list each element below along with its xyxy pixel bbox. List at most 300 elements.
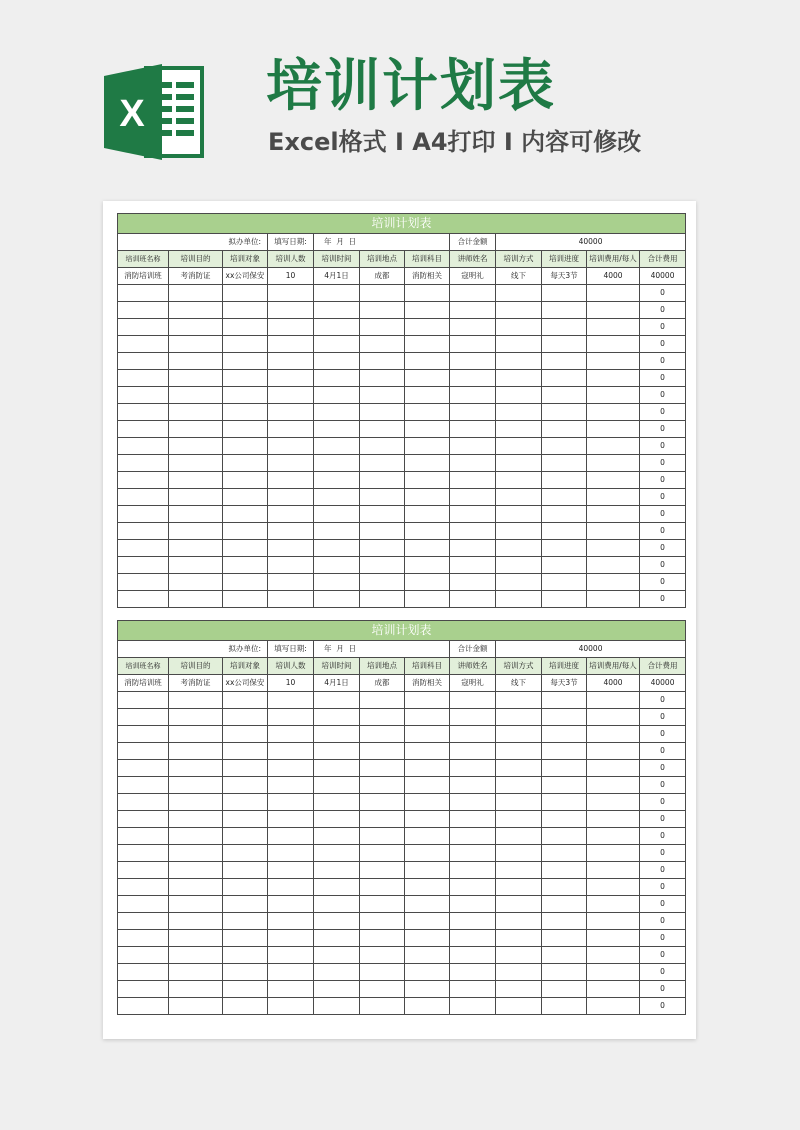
table-cell[interactable]	[496, 353, 542, 370]
table-cell[interactable]	[360, 489, 405, 506]
table-cell[interactable]	[118, 794, 169, 811]
table-cell[interactable]	[118, 319, 169, 336]
table-cell[interactable]	[360, 743, 405, 760]
table-cell[interactable]: 0	[640, 760, 686, 777]
table-cell[interactable]	[587, 438, 640, 455]
table-cell[interactable]	[118, 981, 169, 998]
table-cell[interactable]	[496, 896, 542, 913]
table-cell[interactable]	[542, 455, 587, 472]
table-cell[interactable]	[314, 472, 360, 489]
table-cell[interactable]	[542, 387, 587, 404]
table-cell[interactable]	[223, 692, 268, 709]
table-cell[interactable]	[169, 930, 223, 947]
table-cell[interactable]	[450, 794, 496, 811]
table-cell[interactable]	[542, 879, 587, 896]
table-cell[interactable]	[450, 421, 496, 438]
table-cell[interactable]	[118, 353, 169, 370]
table-cell[interactable]	[405, 319, 450, 336]
table-cell[interactable]: 寇明礼	[450, 268, 496, 285]
table-cell[interactable]	[450, 319, 496, 336]
table-cell[interactable]	[223, 896, 268, 913]
table-cell[interactable]	[118, 506, 169, 523]
table-cell[interactable]	[360, 387, 405, 404]
table-cell[interactable]	[223, 472, 268, 489]
table-cell[interactable]	[496, 726, 542, 743]
table-cell[interactable]	[405, 947, 450, 964]
table-cell[interactable]	[268, 692, 314, 709]
table-cell[interactable]	[223, 387, 268, 404]
table-cell[interactable]	[542, 506, 587, 523]
table-cell[interactable]	[118, 404, 169, 421]
table-cell[interactable]	[360, 353, 405, 370]
table-cell[interactable]	[450, 285, 496, 302]
table-cell[interactable]	[405, 981, 450, 998]
table-cell[interactable]: 成都	[360, 268, 405, 285]
table-cell[interactable]	[450, 692, 496, 709]
table-cell[interactable]	[314, 913, 360, 930]
table-cell[interactable]	[587, 743, 640, 760]
table-cell[interactable]	[268, 726, 314, 743]
table-cell[interactable]	[450, 743, 496, 760]
table-cell[interactable]: 考消防证	[169, 268, 223, 285]
table-cell[interactable]	[223, 421, 268, 438]
table-cell[interactable]	[496, 302, 542, 319]
table-cell[interactable]	[496, 743, 542, 760]
table-cell[interactable]: 线下	[496, 268, 542, 285]
table-cell[interactable]: 0	[640, 523, 686, 540]
table-cell[interactable]	[405, 336, 450, 353]
table-cell[interactable]	[496, 692, 542, 709]
table-cell[interactable]	[223, 811, 268, 828]
table-cell[interactable]	[169, 777, 223, 794]
table-cell[interactable]	[314, 828, 360, 845]
table-cell[interactable]	[118, 998, 169, 1015]
table-cell[interactable]: 40000	[640, 675, 686, 692]
table-cell[interactable]	[542, 845, 587, 862]
table-cell[interactable]	[496, 438, 542, 455]
table-cell[interactable]	[450, 574, 496, 591]
table-cell[interactable]	[268, 319, 314, 336]
table-cell[interactable]: 每天3节	[542, 675, 587, 692]
table-cell[interactable]: 0	[640, 421, 686, 438]
table-cell[interactable]: 0	[640, 455, 686, 472]
table-cell[interactable]: 0	[640, 896, 686, 913]
table-cell[interactable]: 0	[640, 845, 686, 862]
table-cell[interactable]	[268, 523, 314, 540]
table-cell[interactable]	[118, 336, 169, 353]
table-cell[interactable]	[360, 947, 405, 964]
table-cell[interactable]	[405, 930, 450, 947]
table-cell[interactable]	[496, 709, 542, 726]
table-cell[interactable]	[360, 506, 405, 523]
table-cell[interactable]	[268, 964, 314, 981]
table-cell[interactable]: 0	[640, 591, 686, 608]
table-cell[interactable]	[496, 862, 542, 879]
table-cell[interactable]	[118, 523, 169, 540]
table-cell[interactable]	[169, 760, 223, 777]
table-cell[interactable]	[542, 930, 587, 947]
table-cell[interactable]	[405, 726, 450, 743]
table-cell[interactable]	[450, 540, 496, 557]
table-cell[interactable]	[268, 557, 314, 574]
table-cell[interactable]	[450, 896, 496, 913]
table-cell[interactable]	[496, 794, 542, 811]
table-cell[interactable]	[268, 353, 314, 370]
table-cell[interactable]	[450, 964, 496, 981]
table-cell[interactable]	[360, 760, 405, 777]
table-cell[interactable]	[223, 574, 268, 591]
table-cell[interactable]	[542, 777, 587, 794]
table-cell[interactable]	[118, 472, 169, 489]
table-cell[interactable]	[169, 557, 223, 574]
table-cell[interactable]	[223, 743, 268, 760]
table-cell[interactable]	[268, 591, 314, 608]
table-cell[interactable]	[118, 964, 169, 981]
table-cell[interactable]	[450, 845, 496, 862]
table-cell[interactable]	[118, 777, 169, 794]
table-cell[interactable]	[118, 285, 169, 302]
table-cell[interactable]	[496, 574, 542, 591]
table-cell[interactable]	[450, 591, 496, 608]
table-cell[interactable]	[268, 998, 314, 1015]
table-cell[interactable]	[496, 845, 542, 862]
table-cell[interactable]	[169, 336, 223, 353]
table-cell[interactable]	[360, 845, 405, 862]
table-cell[interactable]	[268, 387, 314, 404]
table-cell[interactable]	[314, 794, 360, 811]
table-cell[interactable]	[169, 964, 223, 981]
table-cell[interactable]	[405, 794, 450, 811]
table-cell[interactable]	[496, 557, 542, 574]
table-cell[interactable]	[542, 896, 587, 913]
table-cell[interactable]	[118, 455, 169, 472]
table-cell[interactable]	[496, 947, 542, 964]
table-cell[interactable]	[169, 913, 223, 930]
table-cell[interactable]: 0	[640, 913, 686, 930]
table-cell[interactable]	[169, 387, 223, 404]
table-cell[interactable]	[314, 506, 360, 523]
table-cell[interactable]	[542, 302, 587, 319]
table-cell[interactable]	[169, 709, 223, 726]
table-cell[interactable]	[587, 913, 640, 930]
table-cell[interactable]	[405, 811, 450, 828]
table-cell[interactable]	[450, 726, 496, 743]
table-cell[interactable]	[268, 981, 314, 998]
table-cell[interactable]	[223, 845, 268, 862]
table-cell[interactable]	[405, 506, 450, 523]
table-cell[interactable]	[496, 523, 542, 540]
table-cell[interactable]	[360, 523, 405, 540]
table-cell[interactable]	[223, 947, 268, 964]
table-cell[interactable]	[223, 760, 268, 777]
table-cell[interactable]	[587, 370, 640, 387]
table-cell[interactable]	[314, 557, 360, 574]
table-cell[interactable]: 0	[640, 387, 686, 404]
table-cell[interactable]	[314, 896, 360, 913]
table-cell[interactable]	[360, 557, 405, 574]
table-cell[interactable]	[360, 709, 405, 726]
table-cell[interactable]	[496, 421, 542, 438]
table-cell[interactable]	[268, 506, 314, 523]
table-cell[interactable]	[268, 913, 314, 930]
table-cell[interactable]	[169, 438, 223, 455]
table-cell[interactable]	[360, 879, 405, 896]
table-cell[interactable]	[118, 421, 169, 438]
table-cell[interactable]	[405, 489, 450, 506]
table-cell[interactable]	[118, 913, 169, 930]
table-cell[interactable]	[542, 370, 587, 387]
table-cell[interactable]	[587, 472, 640, 489]
table-cell[interactable]: 0	[640, 811, 686, 828]
table-cell[interactable]: 4000	[587, 675, 640, 692]
table-cell[interactable]	[587, 845, 640, 862]
table-cell[interactable]	[405, 896, 450, 913]
table-cell[interactable]	[223, 455, 268, 472]
table-cell[interactable]	[314, 591, 360, 608]
table-cell[interactable]: 0	[640, 370, 686, 387]
table-cell[interactable]	[450, 506, 496, 523]
table-cell[interactable]	[587, 387, 640, 404]
table-cell[interactable]	[268, 404, 314, 421]
table-cell[interactable]: 0	[640, 506, 686, 523]
table-cell[interactable]	[450, 370, 496, 387]
table-cell[interactable]	[587, 930, 640, 947]
table-cell[interactable]: 消防相关	[405, 268, 450, 285]
table-cell[interactable]	[496, 913, 542, 930]
table-cell[interactable]	[169, 794, 223, 811]
table-cell[interactable]	[587, 998, 640, 1015]
table-cell[interactable]	[314, 692, 360, 709]
table-cell[interactable]: 考消防证	[169, 675, 223, 692]
table-cell[interactable]	[542, 913, 587, 930]
table-cell[interactable]	[587, 896, 640, 913]
table-cell[interactable]	[118, 370, 169, 387]
table-cell[interactable]	[268, 879, 314, 896]
table-cell[interactable]	[405, 285, 450, 302]
table-cell[interactable]	[587, 421, 640, 438]
table-cell[interactable]	[268, 574, 314, 591]
table-cell[interactable]	[587, 794, 640, 811]
table-cell[interactable]	[405, 913, 450, 930]
table-cell[interactable]	[450, 828, 496, 845]
table-cell[interactable]	[268, 472, 314, 489]
table-cell[interactable]	[450, 947, 496, 964]
table-cell[interactable]	[268, 811, 314, 828]
table-cell[interactable]	[223, 930, 268, 947]
table-cell[interactable]: 0	[640, 692, 686, 709]
table-cell[interactable]	[223, 489, 268, 506]
table-cell[interactable]	[542, 421, 587, 438]
table-cell[interactable]	[268, 896, 314, 913]
table-cell[interactable]	[450, 862, 496, 879]
table-cell[interactable]	[542, 760, 587, 777]
table-cell[interactable]	[405, 540, 450, 557]
table-cell[interactable]	[268, 370, 314, 387]
table-cell[interactable]	[587, 557, 640, 574]
table-cell[interactable]: 0	[640, 794, 686, 811]
table-cell[interactable]	[223, 726, 268, 743]
table-cell[interactable]	[314, 964, 360, 981]
table-cell[interactable]	[587, 574, 640, 591]
table-cell[interactable]	[223, 370, 268, 387]
table-cell[interactable]	[405, 370, 450, 387]
table-cell[interactable]	[496, 879, 542, 896]
table-cell[interactable]	[542, 964, 587, 981]
table-cell[interactable]	[268, 947, 314, 964]
table-cell[interactable]	[587, 404, 640, 421]
table-cell[interactable]	[450, 523, 496, 540]
table-cell[interactable]	[587, 947, 640, 964]
table-cell[interactable]	[360, 811, 405, 828]
table-cell[interactable]	[587, 964, 640, 981]
table-cell[interactable]	[360, 896, 405, 913]
table-cell[interactable]	[268, 336, 314, 353]
table-cell[interactable]	[405, 591, 450, 608]
table-cell[interactable]	[587, 591, 640, 608]
table-cell[interactable]	[496, 811, 542, 828]
table-cell[interactable]	[450, 302, 496, 319]
table-cell[interactable]: 0	[640, 574, 686, 591]
table-cell[interactable]	[268, 930, 314, 947]
table-cell[interactable]	[496, 336, 542, 353]
table-cell[interactable]	[360, 455, 405, 472]
table-cell[interactable]	[405, 523, 450, 540]
table-cell[interactable]	[360, 285, 405, 302]
table-cell[interactable]	[542, 726, 587, 743]
table-cell[interactable]	[587, 319, 640, 336]
table-cell[interactable]	[118, 896, 169, 913]
table-cell[interactable]	[118, 930, 169, 947]
table-cell[interactable]	[118, 879, 169, 896]
table-cell[interactable]	[169, 421, 223, 438]
table-cell[interactable]	[587, 777, 640, 794]
table-cell[interactable]	[314, 981, 360, 998]
table-cell[interactable]: 0	[640, 302, 686, 319]
table-cell[interactable]	[169, 811, 223, 828]
table-cell[interactable]	[587, 353, 640, 370]
table-cell[interactable]	[169, 896, 223, 913]
table-cell[interactable]	[118, 387, 169, 404]
table-cell[interactable]	[360, 692, 405, 709]
table-cell[interactable]	[587, 981, 640, 998]
table-cell[interactable]: 0	[640, 336, 686, 353]
table-cell[interactable]	[118, 947, 169, 964]
table-cell[interactable]	[314, 743, 360, 760]
table-cell[interactable]	[314, 438, 360, 455]
table-cell[interactable]: 0	[640, 998, 686, 1015]
table-cell[interactable]: 0	[640, 557, 686, 574]
table-cell[interactable]: 成都	[360, 675, 405, 692]
table-cell[interactable]	[496, 777, 542, 794]
table-cell[interactable]	[587, 811, 640, 828]
table-cell[interactable]	[542, 591, 587, 608]
table-cell[interactable]	[314, 455, 360, 472]
table-cell[interactable]: 0	[640, 862, 686, 879]
table-cell[interactable]	[169, 404, 223, 421]
table-cell[interactable]	[542, 743, 587, 760]
table-cell[interactable]	[587, 828, 640, 845]
table-cell[interactable]	[314, 523, 360, 540]
table-cell[interactable]	[223, 879, 268, 896]
table-cell[interactable]	[542, 489, 587, 506]
table-cell[interactable]	[223, 794, 268, 811]
table-cell[interactable]	[542, 472, 587, 489]
table-cell[interactable]	[542, 811, 587, 828]
table-cell[interactable]	[360, 336, 405, 353]
table-cell[interactable]	[405, 845, 450, 862]
table-cell[interactable]: 0	[640, 489, 686, 506]
table-cell[interactable]	[223, 353, 268, 370]
table-cell[interactable]: 每天3节	[542, 268, 587, 285]
table-cell[interactable]	[360, 777, 405, 794]
table-cell[interactable]	[314, 777, 360, 794]
table-cell[interactable]	[314, 947, 360, 964]
table-cell[interactable]	[360, 930, 405, 947]
table-cell[interactable]	[496, 591, 542, 608]
table-cell[interactable]: 0	[640, 879, 686, 896]
table-cell[interactable]	[405, 557, 450, 574]
table-cell[interactable]	[314, 370, 360, 387]
table-cell[interactable]	[223, 336, 268, 353]
table-cell[interactable]	[450, 336, 496, 353]
table-cell[interactable]	[496, 319, 542, 336]
table-cell[interactable]	[268, 743, 314, 760]
table-cell[interactable]	[268, 455, 314, 472]
table-cell[interactable]	[314, 845, 360, 862]
table-cell[interactable]	[268, 302, 314, 319]
table-cell[interactable]	[223, 709, 268, 726]
table-cell[interactable]	[314, 489, 360, 506]
table-cell[interactable]	[268, 285, 314, 302]
table-cell[interactable]: 0	[640, 947, 686, 964]
table-cell[interactable]	[587, 285, 640, 302]
table-cell[interactable]	[496, 828, 542, 845]
table-cell[interactable]	[405, 302, 450, 319]
table-cell[interactable]	[169, 879, 223, 896]
table-cell[interactable]	[223, 285, 268, 302]
table-cell[interactable]	[450, 981, 496, 998]
table-cell[interactable]	[360, 319, 405, 336]
table-cell[interactable]	[268, 862, 314, 879]
table-cell[interactable]: 0	[640, 472, 686, 489]
table-cell[interactable]	[169, 302, 223, 319]
table-cell[interactable]	[223, 862, 268, 879]
table-cell[interactable]	[169, 726, 223, 743]
table-cell[interactable]	[169, 574, 223, 591]
table-cell[interactable]	[587, 709, 640, 726]
table-cell[interactable]: 0	[640, 777, 686, 794]
table-cell[interactable]	[496, 387, 542, 404]
table-cell[interactable]	[542, 540, 587, 557]
table-cell[interactable]	[405, 709, 450, 726]
table-cell[interactable]	[314, 930, 360, 947]
table-cell[interactable]	[223, 998, 268, 1015]
table-cell[interactable]	[405, 455, 450, 472]
table-cell[interactable]	[223, 319, 268, 336]
table-cell[interactable]	[118, 557, 169, 574]
table-cell[interactable]	[169, 591, 223, 608]
table-cell[interactable]	[496, 540, 542, 557]
table-cell[interactable]	[169, 370, 223, 387]
table-cell[interactable]	[496, 489, 542, 506]
table-cell[interactable]: 0	[640, 404, 686, 421]
table-cell[interactable]	[450, 455, 496, 472]
table-cell[interactable]	[542, 862, 587, 879]
table-cell[interactable]	[405, 387, 450, 404]
table-cell[interactable]	[314, 302, 360, 319]
table-cell[interactable]: 消防培训班	[118, 268, 169, 285]
table-cell[interactable]	[405, 353, 450, 370]
